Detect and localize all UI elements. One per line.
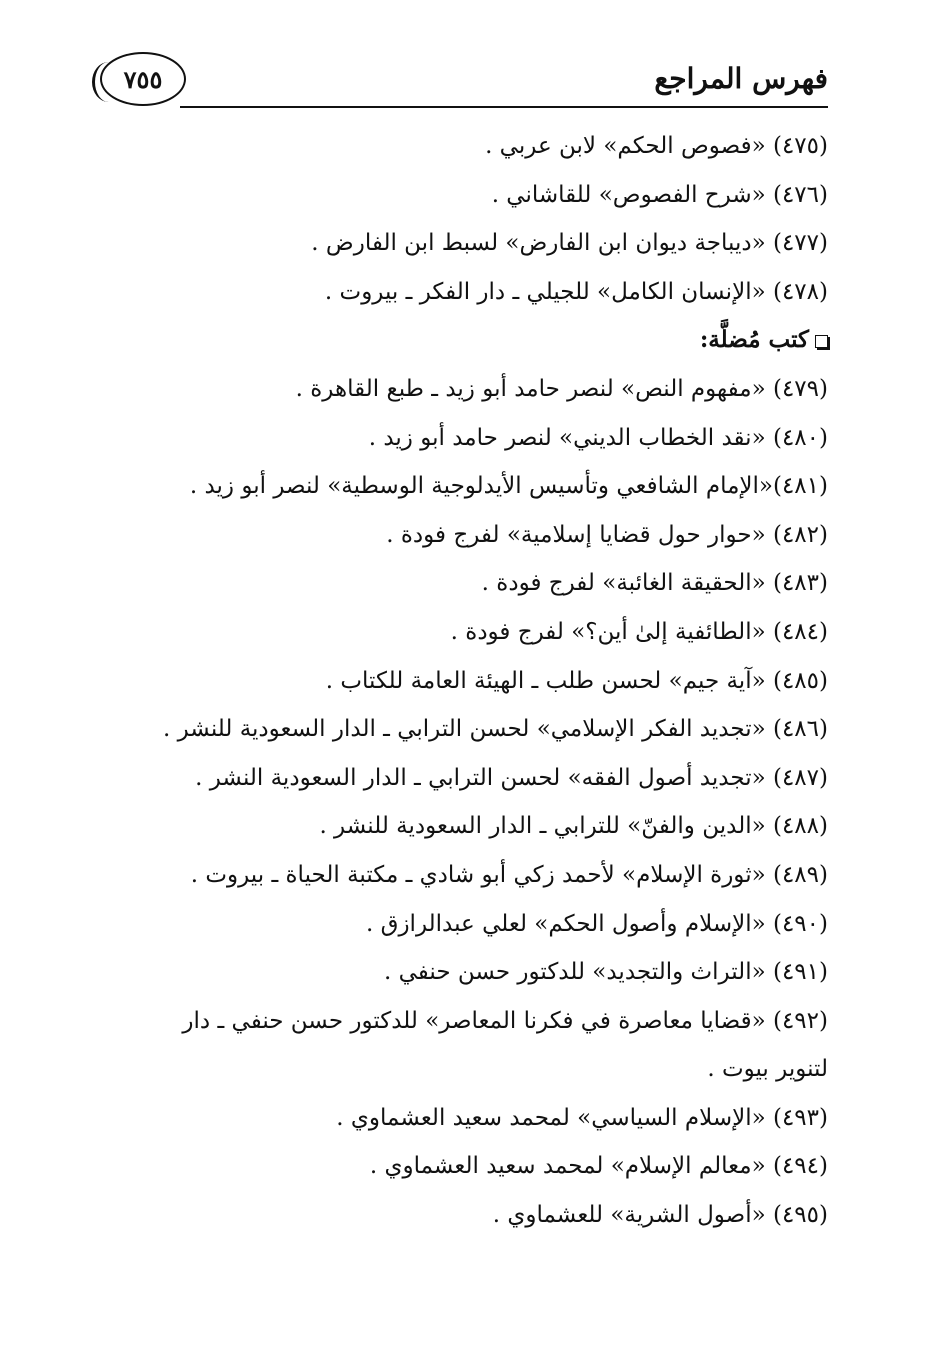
reference-entry: (٤٩٢) «قضايا معاصرة في فكرنا المعاصر» للدكتور حسن حنفي ـ دار [182, 1007, 828, 1034]
reference-entry: (٤٩١) «التراث والتجديد» للدكتور حسن حنفي . [383, 959, 828, 986]
reference-entry: (٤٧٧) «ديباجة ديوان ابن الفارض» لسبط ابن الفارض . [311, 230, 828, 257]
reference-entry: (٤٩٤) «معالم الإسلام» لمحمد سعيد العشماوي . [369, 1153, 828, 1180]
reference-entry: (٤٨١)«الإمام الشافعي وتأسيس الأيدلوجية الوسطية» لنصر أبو زيد . [189, 473, 828, 500]
reference-entry: (٤٨٧) «تجديد أصول الفقه» لحسن الترابي ـ الدار السعودية النشر . [195, 764, 828, 791]
oval-swoosh-decoration [92, 62, 125, 102]
reference-entry: (٤٨٥) «آية جيم» لحسن طلب ـ الهيئة العامة للكتاب . [325, 667, 828, 694]
page-title: فهرس المراجع [654, 62, 828, 95]
checkbox-square-icon [815, 335, 828, 348]
section-heading-label: كتب مُضلَّة: [699, 326, 809, 354]
reference-entry: (٤٩٠) «الإسلام وأصول الحكم» لعلي عبدالرازق . [365, 910, 828, 937]
page-header [100, 52, 828, 112]
section-heading [98, 316, 828, 365]
reference-entry: (٤٩٣) «الإسلام السياسي» لمحمد سعيد العشماوي . [336, 1104, 828, 1131]
header-divider [180, 106, 828, 108]
reference-entry: (٤٨٩) «ثورة الإسلام» لأحمد زكي أبو شادي ـ مكتبة الحياة ـ بيروت . [190, 861, 828, 888]
reference-entry: (٤٧٩) «مفهوم النص» لنصر حامد أبو زيد ـ طبع القاهرة . [295, 375, 828, 402]
page-number: ٧٥٥ [123, 64, 163, 94]
reference-entry: (٤٨٤) «الطائفية إلىٰ أين؟» لفرج فودة . [450, 618, 828, 645]
references-list [98, 122, 828, 1240]
reference-entry: (٤٩٥) «أصول الشرية» للعشماوي . [492, 1202, 828, 1229]
reference-entry-continuation: لتنوير بيوت . [707, 1056, 828, 1083]
reference-entry: (٤٨٣) «الحقيقة الغائبة» لفرج فودة . [481, 570, 828, 597]
reference-entry: (٤٨٠) «نقد الخطاب الديني» لنصر حامد أبو زيد . [368, 424, 828, 451]
page-number-badge [100, 52, 186, 106]
reference-entry: (٤٧٨) «الإنسان الكامل» للجيلي ـ دار الفكر ـ بيروت . [324, 278, 828, 305]
reference-entry: (٤٨٨) «الدين والفنّ» للترابي ـ الدار السعودية للنشر . [319, 813, 828, 840]
reference-entry: (٤٨٢) «حوار حول قضايا إسلامية» لفرج فودة . [386, 521, 828, 548]
reference-entry: (٤٨٦) «تجديد الفكر الإسلامي» لحسن الترابي ـ الدار السعودية للنشر . [162, 716, 828, 743]
reference-entry: (٤٧٦) «شرح الفصوص» للقاشاني . [491, 181, 828, 208]
reference-entry: (٤٧٥) «فصوص الحكم» لابن عربي . [485, 133, 828, 159]
